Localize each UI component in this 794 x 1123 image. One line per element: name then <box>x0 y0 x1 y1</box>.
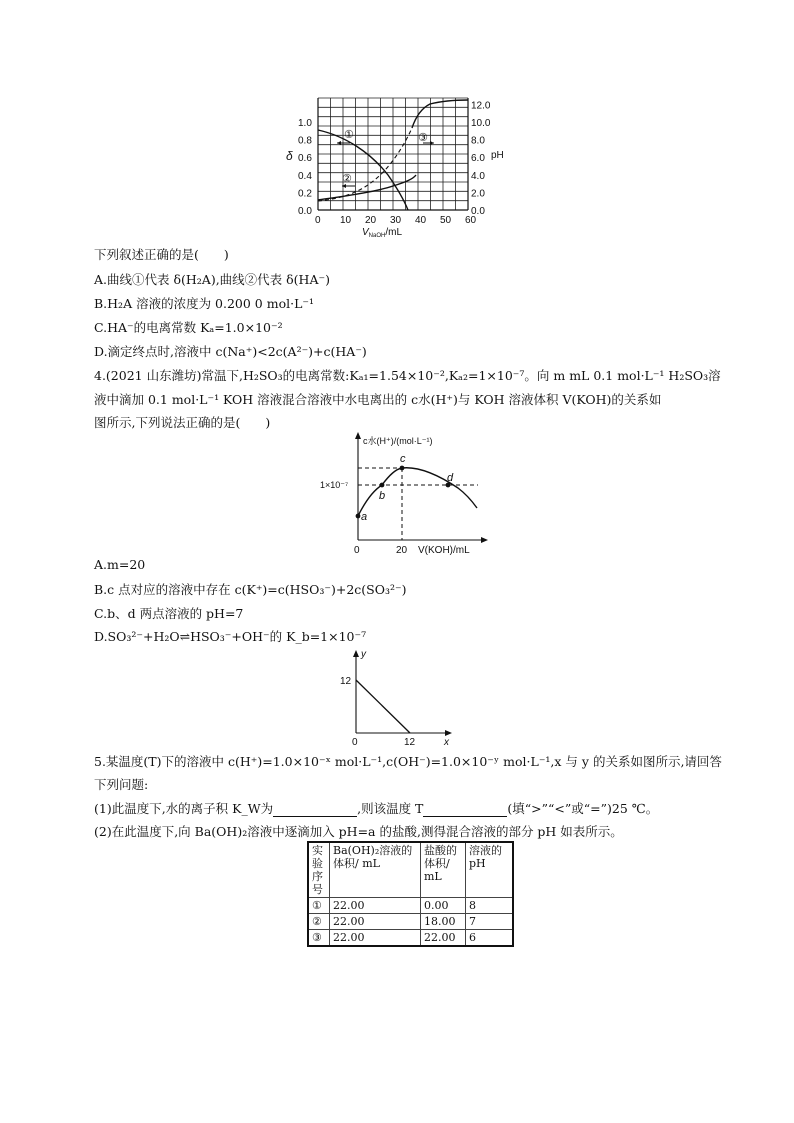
q3-stem: 下列叙述正确的是( ) <box>94 247 229 262</box>
q4-x-arrow <box>481 537 488 543</box>
x-label-v: V <box>362 227 369 238</box>
x-label-sub: NaOH <box>368 233 386 239</box>
q4-line-1: 4.(2021 山东潍坊)常温下,H₂SO₃的电离常数:Kₐ₁=1.54×10⁻²,Kₐ₂=1×10⁻⁷。向 m mL 0.1 mol·L⁻¹ H₂SO₃溶 <box>94 368 721 383</box>
q3-option-c: C.HA⁻的电离常数 Kₐ=1.0×10⁻² <box>94 320 283 335</box>
xy-y-label: y <box>361 649 366 660</box>
x-tick-label: 60 <box>465 215 477 226</box>
y-right-tick-label: 12.0 <box>471 100 491 112</box>
q3-option-d: D.滴定终点时,溶液中 c(Na⁺)<2c(A²⁻)+c(HA⁻) <box>94 344 367 359</box>
experiment-table <box>307 841 514 947</box>
y-right-tick-label: 2.0 <box>471 188 485 200</box>
cell: 22.00 <box>421 930 466 947</box>
x-tick-label: 40 <box>415 215 427 226</box>
answer-blank-kw[interactable] <box>273 804 357 817</box>
header-serial: 实验序号 <box>308 842 330 898</box>
x-tick-label: 20 <box>365 215 377 226</box>
cell: 22.00 <box>330 914 421 930</box>
q5-line-1: 5.某温度(T)下的溶液中 c(H⁺)=1.0×10⁻ˣ mol·L⁻¹,c(OH⁻)=1.0×10⁻ʸ mol·L⁻¹,x 与 y 的关系如图所示,请回答 <box>94 754 722 769</box>
q4-point-b <box>380 483 385 488</box>
q4-option-d: D.SO₃²⁻+H₂O⇌HSO₃⁻+OH⁻的 K_b=1×10⁻⁷ <box>94 629 367 644</box>
xy-figure <box>0 645 794 745</box>
q4-x-label: V(KOH)/mL <box>418 545 470 556</box>
q4-line-2: 液中滴加 0.1 mol·L⁻¹ KOH 溶液混合溶液中水电离出的 c水(H⁺)与 KOH 溶液体积 V(KOH)的关系如 <box>94 392 662 407</box>
y-right-tick-label: 4.0 <box>471 170 485 182</box>
curve-label-2: ② <box>342 173 352 185</box>
xy-y-arrow <box>353 650 359 657</box>
x-label-unit: /mL <box>385 227 403 238</box>
q4-label-d: d <box>447 472 454 484</box>
curve-label-3: ③ <box>418 132 428 144</box>
curve-label-1: ① <box>344 129 354 141</box>
xy-origin: 0 <box>352 737 358 745</box>
q4-y-arrow <box>355 432 361 439</box>
y-right-tick-label: 0.0 <box>471 206 485 217</box>
q4-label-b: b <box>379 490 386 502</box>
q4-x-tick-20: 20 <box>396 545 408 556</box>
y-left-tick-label: 0.0 <box>298 206 312 217</box>
cell: 18.00 <box>421 914 466 930</box>
figure-grid <box>318 98 468 210</box>
q4-label-c: c <box>400 453 406 465</box>
table-row <box>308 898 513 914</box>
header-hcl-volume: 盐酸的体积/ mL <box>421 842 466 898</box>
q3-option-b: B.H₂A 溶液的浓度为 0.200 0 mol·L⁻¹ <box>94 296 314 311</box>
cell: 6 <box>466 930 514 947</box>
cell: ① <box>308 898 330 914</box>
x-label <box>362 227 402 239</box>
table-header-row <box>308 842 513 898</box>
q5-part-1 <box>94 799 658 817</box>
xy-line <box>356 680 410 733</box>
y-left-tick-label: 0.6 <box>298 153 312 165</box>
q5-part-1-b: ,则该温度 T <box>357 801 424 816</box>
q4-label-a: a <box>361 511 368 523</box>
q4-point-c <box>400 466 405 471</box>
x-tick-label: 0 <box>315 215 321 226</box>
y-left-tick-label: 1.0 <box>298 118 312 129</box>
xy-x-label: x <box>444 737 449 745</box>
x-tick-label: 30 <box>390 215 402 226</box>
q4-y-label: c水(H⁺)/(mol·L⁻¹) <box>363 436 433 446</box>
q4-option-c: C.b、d 两点溶液的 pH=7 <box>94 606 244 621</box>
q4-point-a <box>356 514 361 519</box>
y-left-label: δ <box>286 149 293 163</box>
y-left-tick-label: 0.8 <box>298 135 312 147</box>
y-right-label: pH <box>491 150 504 161</box>
q5-part-1-a: (1)此温度下,水的离子积 K_W为 <box>94 801 274 816</box>
q4-curve <box>358 468 477 516</box>
curve-3-solid <box>412 100 468 128</box>
q4-figure <box>0 428 794 558</box>
cell: 22.00 <box>330 930 421 947</box>
header-ph: 溶液的pH <box>466 842 514 898</box>
cell: 8 <box>466 898 514 914</box>
q5-line-2: 下列问题: <box>94 777 149 792</box>
q5-part-1-c: (填“>”“<”或“=”)25 ℃。 <box>507 801 659 816</box>
q3-option-a: A.曲线①代表 δ(H₂A),曲线②代表 δ(HA⁻) <box>94 272 330 287</box>
header-baoh2-volume: Ba(OH)₂溶液的体积/ mL <box>330 842 421 898</box>
xy-y-tick: 12 <box>340 676 352 687</box>
table-row <box>308 914 513 930</box>
answer-blank-temperature[interactable] <box>423 804 507 817</box>
titration-figure <box>0 0 794 250</box>
cell: ② <box>308 914 330 930</box>
q4-y-tick: 1×10⁻⁷ <box>320 480 349 490</box>
cell: 0.00 <box>421 898 466 914</box>
y-right-tick-label: 10.0 <box>471 118 491 129</box>
cell: 7 <box>466 914 514 930</box>
table-row <box>308 930 513 947</box>
xy-x-tick: 12 <box>404 737 416 745</box>
y-left-tick-label: 0.4 <box>298 170 312 182</box>
x-tick-label: 10 <box>340 215 352 226</box>
y-right-tick-label: 8.0 <box>471 135 485 147</box>
xy-x-arrow <box>445 730 452 736</box>
x-tick-label: 50 <box>440 215 452 226</box>
q4-option-a: A.m=20 <box>94 557 146 572</box>
q4-line-3: 图所示,下列说法正确的是( ) <box>94 415 271 430</box>
q5-part-2: (2)在此温度下,向 Ba(OH)₂溶液中逐滴加入 pH=a 的盐酸,测得混合溶液的部分 pH 如表所示。 <box>94 824 623 839</box>
q4-option-b: B.c 点对应的溶液中存在 c(K⁺)=c(HSO₃⁻)+2c(SO₃²⁻) <box>94 582 407 597</box>
cell: 22.00 <box>330 898 421 914</box>
cell: ③ <box>308 930 330 947</box>
y-left-tick-label: 0.2 <box>298 188 312 200</box>
y-right-tick-label: 6.0 <box>471 153 485 165</box>
q4-x-tick-0: 0 <box>354 545 360 556</box>
